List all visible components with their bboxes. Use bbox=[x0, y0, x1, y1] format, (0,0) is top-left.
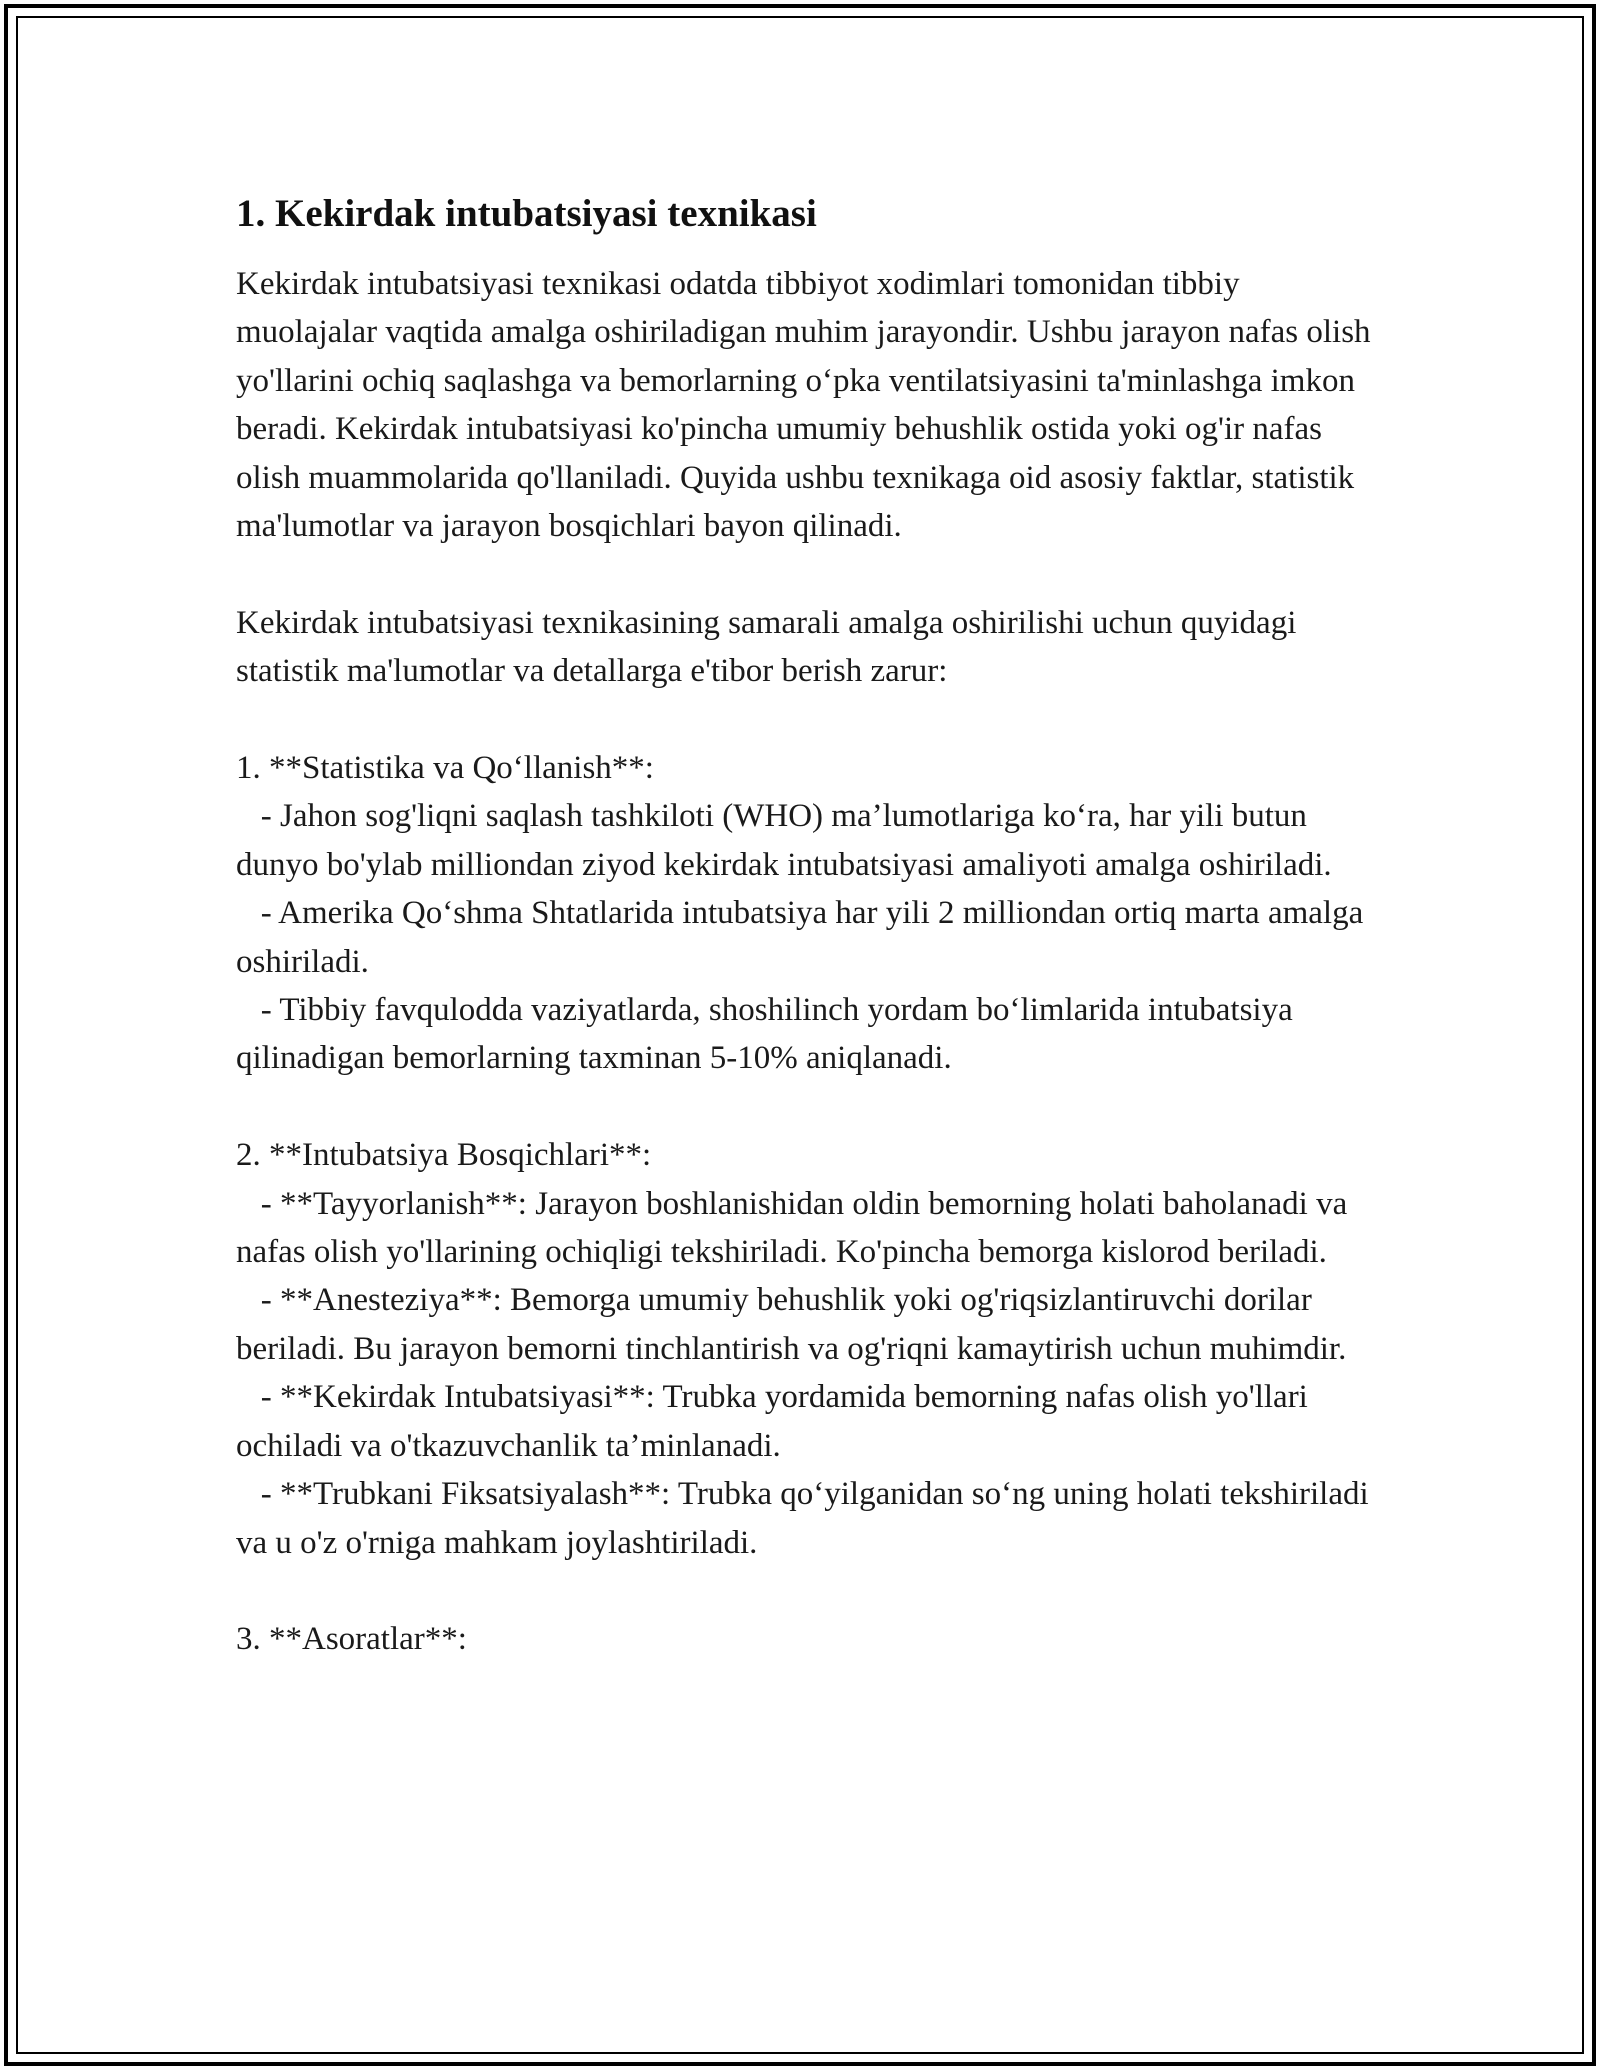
list-item: - **Trubkani Fiksatsiyalash**: Trubka qo‘yilganidan so‘ng uning holati tekshiriladi va u o'z o'rniga mahkam joylashtiriladi. bbox=[236, 1476, 1377, 1561]
paragraph-gap bbox=[236, 1083, 1376, 1131]
list-item: - Amerika Qo‘shma Shtatlarida intubatsiya har yili 2 milliondan ortiq marta amalga oshiriladi. bbox=[236, 895, 1372, 980]
paragraph-gap bbox=[236, 1567, 1376, 1615]
section-heading: 3. **Asoratlar**: bbox=[236, 1621, 467, 1658]
document-body bbox=[236, 186, 1379, 1664]
paragraph-gap bbox=[236, 550, 1376, 598]
list-item: - Jahon sog'liqni saqlash tashkiloti (WHO) ma’lumotlariga ko‘ra, har yili butun dunyo bo'ylab milliondan ziyod kekirdak intubatsiyasi amaliyoti amalga oshiriladi. bbox=[236, 798, 1332, 883]
paragraph-gap bbox=[236, 696, 1376, 744]
section-complications bbox=[236, 1615, 1376, 1663]
section-heading: 2. **Intubatsiya Bosqichlari**: bbox=[236, 1137, 652, 1174]
list-item: - **Tayyorlanish**: Jarayon boshlanishidan oldin bemorning holati baholanadi va nafas olish yo'llarining ochiqligi tekshiriladi. Ko'pincha bemorga kislorod beriladi. bbox=[236, 1185, 1356, 1271]
lead-paragraph: Kekirdak intubatsiyasi texnikasining samarali amalga oshirilishi uchun quyidagi statistik ma'lumotlar va detallarga e'tibor berish zarur: bbox=[236, 604, 1305, 690]
list-item: - Tibbiy favqulodda vaziyatlarda, shoshilinch yordam bo‘limlarida intubatsiya qilinadigan bemorlarning taxminan 5-10% aniqlanadi. bbox=[236, 992, 1301, 1077]
section-heading: 1. **Statistika va Qo‘llanish**: bbox=[236, 750, 654, 787]
intro-paragraph: Kekirdak intubatsiyasi texnikasi odatda tibbiyot xodimlari tomonidan tibbiy muolajalar vaqtida amalga oshiriladigan muhim jarayondir. Ushbu jarayon nafas olish yo'llarini ochiq saqlashga va bemorlarning o‘pka ventilatsiyasini ta'minlashga imkon beradi. Kekirdak intubatsiyasi ko'pincha umumiy behushlik ostida yoki og'ir nafas olish muammolarida qo'llaniladi. Quyida ushbu texnikaga oid asosiy faktlar, statistik ma'lumotlar va jarayon bosqichlari bayon qilinadi. bbox=[236, 266, 1379, 545]
section-statistics bbox=[236, 744, 1376, 1083]
document-title: 1. Kekirdak intubatsiyasi texnikasi bbox=[236, 192, 817, 235]
list-item: - **Kekirdak Intubatsiyasi**: Trubka yordamida bemorning nafas olish yo'llari ochiladi va o'tkazuvchanlik ta’minlanadi. bbox=[236, 1379, 1317, 1464]
list-item: - **Anesteziya**: Bemorga umumiy behushlik yoki og'riqsizlantiruvchi dorilar beriladi. Bu jarayon bemorni tinchlantirish va og'riqni kamaytirish uchun muhimdir. bbox=[236, 1282, 1347, 1367]
section-stages bbox=[236, 1131, 1376, 1567]
